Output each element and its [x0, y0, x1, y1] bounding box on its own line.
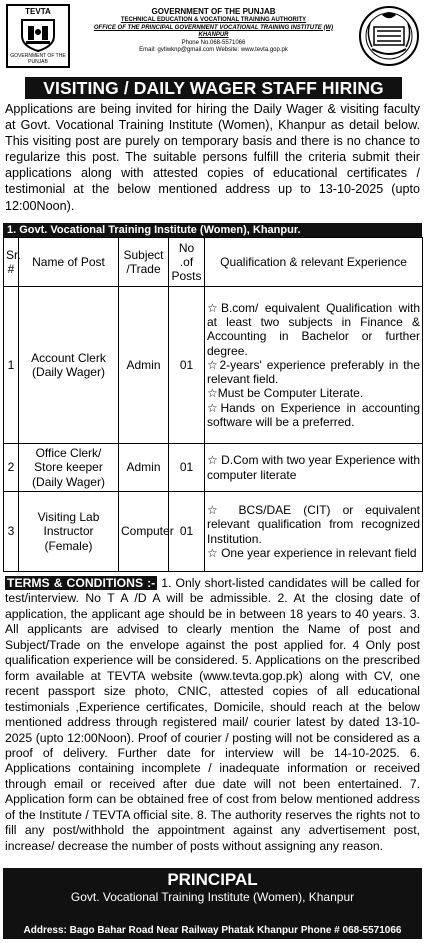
- institute-heading: 1. Govt. Vocational Training Institute (Women), Khanpur.: [3, 223, 422, 237]
- job-advertisement: [3, 3, 422, 939]
- cell-sr: 3: [4, 492, 19, 572]
- office-email-website: Email: gvtiwknp@gmail.com Website: www.tevta.gop.pk: [139, 47, 288, 53]
- qualification-item: ☆Hands on Experience in accounting software will be a preferred.: [207, 400, 420, 429]
- cell-post-name: Visiting Lab Instructor (Female): [19, 492, 119, 572]
- qualification-item: ☆ D.Com with two year Experience with computer literate: [207, 453, 420, 482]
- column-header-posts: No .of Posts: [169, 238, 205, 287]
- cell-qualification: [205, 492, 423, 572]
- column-header-trade: Subject /Trade: [119, 238, 169, 287]
- column-header-post: Name of Post: [19, 238, 119, 287]
- footer-signature-block: [3, 868, 422, 939]
- letterhead: [3, 3, 422, 73]
- cell-trade: Admin: [119, 287, 169, 444]
- tevta-logo-subtext: GOVERNMENT OF THE PUNJAB: [10, 53, 66, 65]
- qualification-item: ☆ One year experience in relevant field: [207, 545, 417, 560]
- tevta-logo: [6, 4, 70, 68]
- tevta-logo-text: TEVTA: [25, 7, 51, 16]
- column-header-qualification: Qualification & relevant Experience: [205, 238, 423, 287]
- qualification-item: ☆ BCS/DAE (CIT) or equivalent relevant qualification from recognized Institution.: [207, 503, 420, 546]
- office-city: KHANPUR: [198, 32, 229, 38]
- table-row: [4, 444, 423, 492]
- job-posts-table: [3, 237, 423, 572]
- terms-label: TERMS & CONDITIONS :-: [7, 576, 156, 590]
- footer-principal-title: PRINCIPAL: [167, 870, 258, 889]
- cell-post-count: 01: [169, 444, 205, 492]
- qualification-item: ☆2-years' experience preferably in the relevant field.: [207, 357, 420, 387]
- footer-institute-name: Govt. Vocational Training Institute (Women), Khanpur: [70, 890, 355, 904]
- cell-post-name: Account Clerk (Daily Wager): [19, 287, 119, 444]
- cell-qualification: [205, 444, 423, 492]
- terms-and-conditions: [5, 576, 420, 854]
- cell-post-count: 01: [169, 492, 205, 572]
- letterhead-text: [75, 7, 352, 55]
- hiring-banner-title: VISITING / DAILY WAGER STAFF HIRING: [25, 77, 402, 99]
- table-header-row: [4, 238, 423, 287]
- cell-sr: 1: [4, 287, 19, 444]
- cell-qualification: [205, 287, 423, 444]
- table-row: [4, 492, 423, 572]
- footer-address: Address: Bago Bahar Road Near Railway Phatak Khanpur Phone # 068-5571066: [23, 925, 402, 936]
- table-row: [4, 287, 423, 444]
- qualification-item: ☆B.com/ equivalent Qualification with at least two subjects in Finance & Accounting in Bachelor or further degree.: [207, 301, 420, 358]
- cell-post-name: Office Clerk/ Store keeper (Daily Wager): [19, 444, 119, 492]
- intro-paragraph: Applications are being invited for hiring the Daily Wager & visiting faculty at Govt. Vocational Training Institute (Women), Khanpur as detail below. This visiting post are purely on temporary basis and there is no chance to regularize this post. The suitable persons fulfill the criteria submit their applications along with attested copies of educational certificates / testimonial at the below mentioned address up to 13-10-2025 (upto 12:00Noon).: [5, 102, 420, 213]
- office-name: OFFICE OF THE PRINCIPAL GOVERNMENT VOCATIONAL TRAINING INSTITUTE (W): [93, 24, 334, 31]
- cell-trade: Computer: [119, 492, 169, 572]
- cell-sr: 2: [4, 444, 19, 492]
- column-header-sr: Sr. #: [4, 238, 19, 287]
- cell-post-count: 01: [169, 287, 205, 444]
- qualification-item: ☆Must be Computer Literate.: [207, 386, 364, 401]
- punjab-government-emblem-icon: [358, 5, 420, 67]
- office-phone: Phone No.068-5571066: [181, 39, 246, 46]
- government-name: GOVERNMENT OF THE PUNJAB: [151, 7, 276, 16]
- cell-trade: Admin: [119, 444, 169, 492]
- authority-name: TECHNICAL EDUCATION & VOCATIONAL TRAINING AUTHORITY: [120, 17, 307, 23]
- terms-text: 1. Only short-listed candidates will be called for test/interview. No T A /D A will be admissible. 2. At the closing date of application, the applicant age should be in between 18 years to 40 years. 3. All applicants are advised to clearly mention the Name of post and Subject/Trade on the envelope against the post applied for. 4 Only post qualification experience will be considered. 5. Applications on the prescribed form available at TEVTA website (www.tevta.gop.pk) along with CV, one recent passport size photo, CNIC, attested copies of all educational testimonials ,Experience certificates, Domicile, should reach at the below mentioned address through registered mail/ courier latest by dated 13-10-2025 (upto 12:00Noon). Proof of courier / posting will not be considered as a proof of delivery. Further date for interview will be 14-10-2025. 6. Applications containing incomplete / inadequate information or received through email or received after due date will not been entertained. 7. Application form can be obtained free of cost from below mentioned address of the Institute / TEVTA official site. 8. The authority reserves the rights not to fill any post/withhold the appointment against any advertisement post, increase/ decrease the number of posts without assigning any reason.: [5, 576, 420, 853]
- tevta-emblem-icon: [18, 18, 58, 52]
